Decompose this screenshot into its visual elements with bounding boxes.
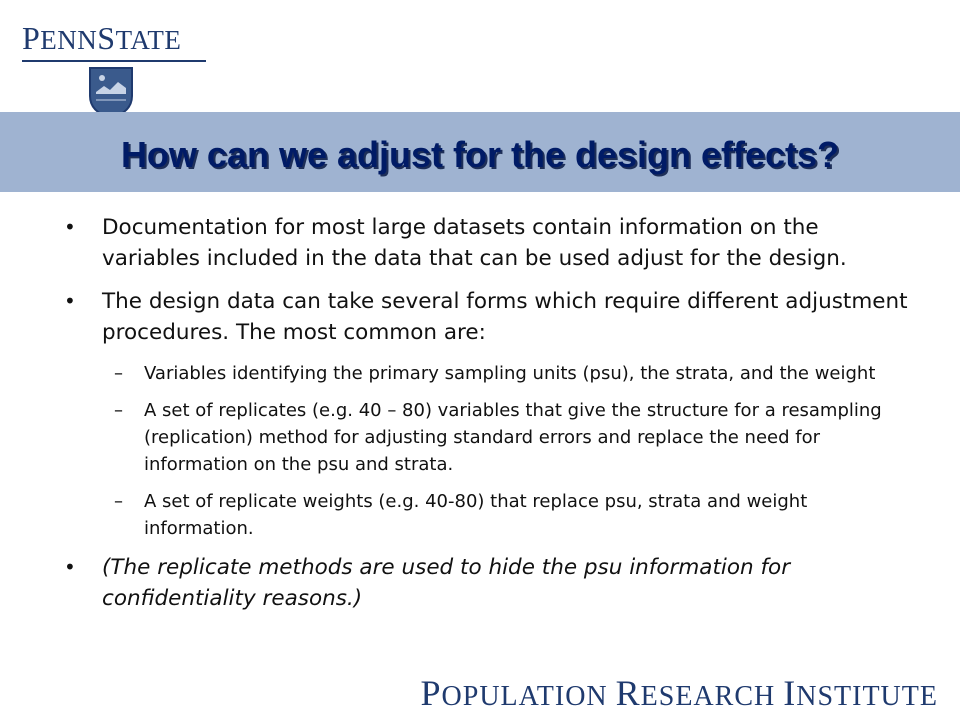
bullet-item [60,212,920,274]
logo-divider [22,60,206,62]
bullet-item [60,286,920,348]
institute-footer: POPULATION RESEARCH INSTITUTE [420,673,938,713]
dash-marker: – [114,400,123,421]
bullet-text: The design data can take several forms which require different adjustment procedures. The most common are: [102,289,908,345]
dash-marker: – [114,491,123,512]
pennstate-wordmark: PENNSTATE [22,20,182,56]
pennstate-logo [22,16,212,108]
sub-bullet-text: A set of replicates (e.g. 40 – 80) variables that give the structure for a resampling (replication) method for adjusting standard errors and replace the need for information on the psu and strata. [144,400,882,475]
sub-bullet-item [60,488,920,542]
dash-marker: – [114,363,123,384]
slide-body [60,212,920,626]
bullet-marker: • [64,289,76,313]
bullet-marker: • [64,555,76,579]
sub-bullet-text: A set of replicate weights (e.g. 40-80) that replace psu, strata and weight information. [144,491,808,539]
sub-bullet-item [60,397,920,478]
bullet-text: (The replicate methods are used to hide the psu information for confidentiality reasons.) [102,555,791,611]
sub-bullet-item [60,360,920,387]
bullet-item [60,552,920,614]
bullet-marker: • [64,215,76,239]
bullet-text: Documentation for most large datasets contain information on the variables included in the data that can be used adjust for the design. [102,215,847,271]
title-band [0,112,960,192]
sub-bullet-text: Variables identifying the primary sampling units (psu), the strata, and the weight [144,363,876,384]
slide-title: How can we adjust for the design effects? [120,134,840,175]
